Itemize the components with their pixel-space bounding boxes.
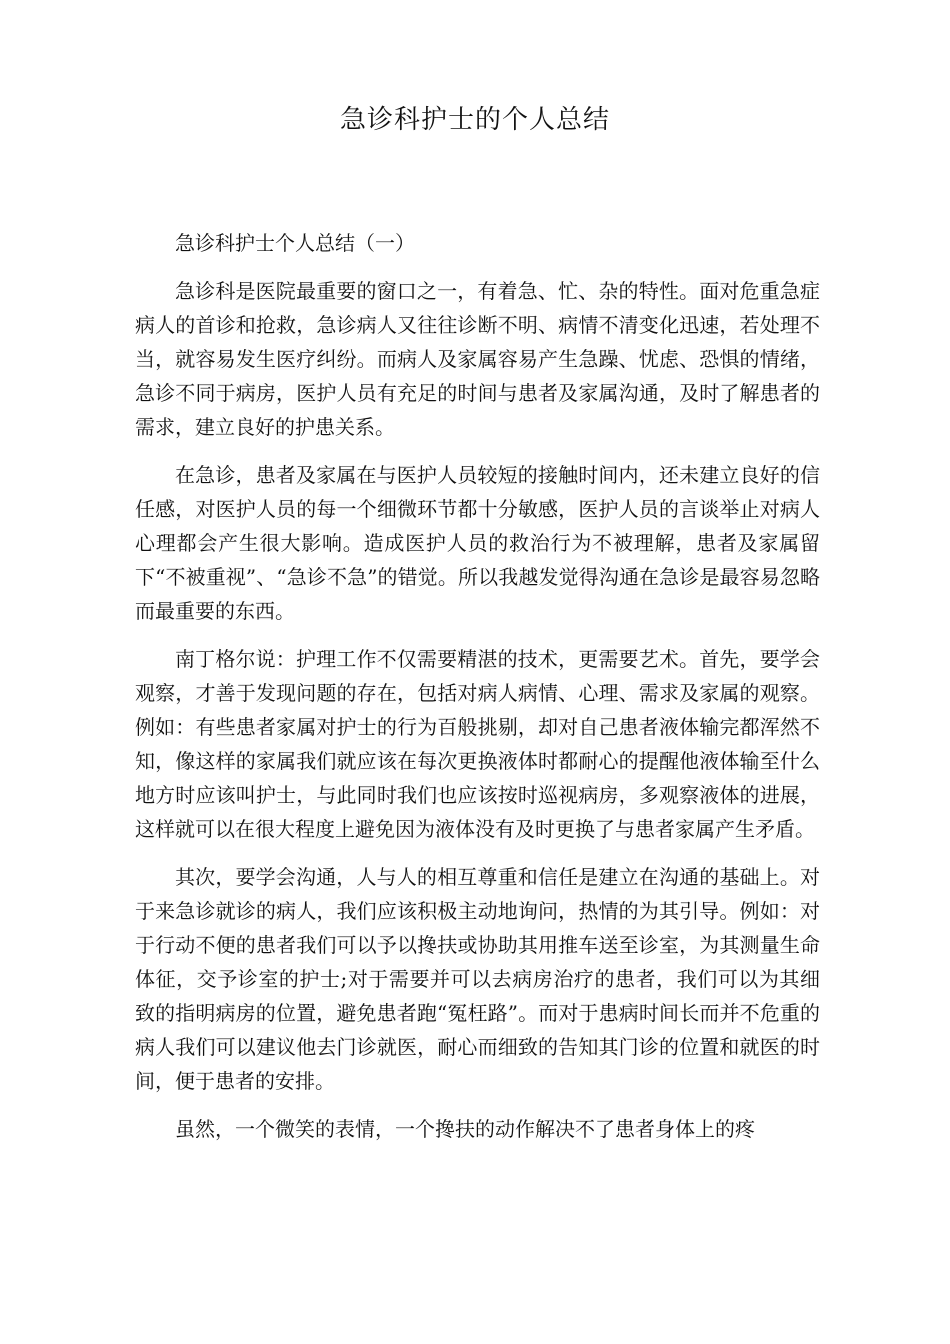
section-heading: 急诊科护士个人总结（一） (175, 231, 415, 255)
paragraph-4: 其次，要学会沟通，人与人的相互尊重和信任是建立在沟通的基础上。对于来急诊就诊的病人，我们应该积极主动地询问，热情的为其引导。例如：对于行动不便的患者我们可以予以搀扶或协助其用推车送至诊室，为其测量生命体征，交予诊室的护士;对于需要并可以去病房治疗的患者，我们可以为其细致的指明病房的位置，避免患者跑“冤枉路”。而对于患病时间长而并不危重的病人我们可以建议他去门诊就医，耐心而细致的告知其门诊的位置和就医的时间，便于患者的安排。 (135, 865, 820, 1093)
paragraph-2: 在急诊，患者及家属在与医护人员较短的接触时间内，还未建立良好的信任感，对医护人员的每一个细微环节都十分敏感，医护人员的言谈举止对病人心理都会产生很大影响。造成医护人员的救治行为不被理解，患者及家属留下“不被重视”、“急诊不急”的错觉。所以我越发觉得沟通在急诊是最容易忽略而最重要的东西。 (135, 463, 820, 623)
paragraph-3: 南丁格尔说：护理工作不仅需要精湛的技术，更需要艺术。首先，要学会观察，才善于发现问题的存在，包括对病人病情、心理、需求及家属的观察。例如：有些患者家属对护士的行为百般挑剔，却对自己患者液体输完都浑然不知，像这样的家属我们就应该在每次更换液体时都耐心的提醒他液体输至什么地方时应该叫护士，与此同时我们也应该按时巡视病房，多观察液体的进展，这样就可以在很大程度上避免因为液体没有及时更换了与患者家属产生矛盾。 (135, 647, 820, 841)
paragraph-1: 急诊科是医院最重要的窗口之一，有着急、忙、杂的特性。面对危重急症病人的首诊和抢救，急诊病人又往往诊断不明、病情不清变化迅速，若处理不当，就容易发生医疗纠纷。而病人及家属容易产生急躁、忧虑、恐惧的情绪，急诊不同于病房，医护人员有充足的时间与患者及家属沟通，及时了解患者的需求，建立良好的护患关系。 (135, 279, 820, 439)
document-body (135, 226, 820, 1160)
document-title: 急诊科护士的个人总结 (339, 105, 610, 135)
paragraph-5: 虽然，一个微笑的表情，一个搀扶的动作解决不了患者身体上的疼 (175, 1117, 755, 1141)
